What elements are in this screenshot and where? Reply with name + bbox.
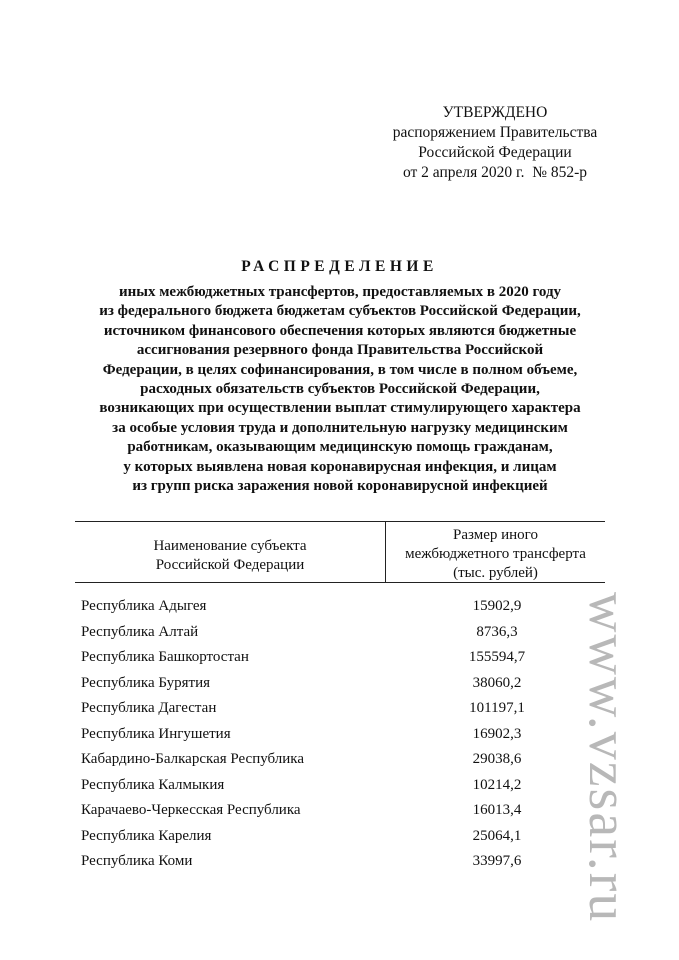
approval-heading: УТВЕРЖДЕНО [442, 104, 548, 121]
approval-line: Российской Федерации [418, 144, 572, 161]
subject-name: Республика Бурятия [81, 674, 211, 691]
site-watermark: www.vzsar.ru [577, 592, 639, 924]
subtitle-line: источником финансового обеспечения которых являются бюджетные [103, 322, 577, 339]
subtitle-line: ассигнования резервного фонда Правительства Российской [136, 342, 544, 359]
table-body [81, 598, 605, 879]
table-row [81, 777, 605, 803]
transfer-amount: 8736,3 [476, 623, 518, 640]
approval-block [360, 103, 630, 183]
subject-name: Кабардино-Балкарская Республика [81, 751, 305, 767]
transfer-amount: 16013,4 [472, 802, 522, 818]
transfer-amount: 15902,9 [472, 598, 522, 614]
subject-name: Республика Алтай [81, 623, 199, 640]
table-row [81, 598, 605, 624]
header-text: Наименование субъекта [153, 538, 307, 554]
subtitle-line: за особые условия труда и дополнительную нагрузку медицинским [112, 419, 568, 436]
document-subtitle [70, 283, 610, 496]
table-row [81, 700, 605, 726]
subject-name: Республика Адыгея [81, 598, 207, 614]
header-text: Размер иного [453, 527, 538, 543]
table-row [81, 726, 605, 752]
subtitle-line: Федерации, в целях софинансирования, в том числе в полном объеме, [102, 361, 578, 378]
subtitle-line: из федерального бюджета бюджетам субъектов Российской Федерации, [99, 303, 581, 320]
header-text: межбюджетного трансферта [405, 546, 586, 562]
approval-line: распоряжением Правительства [392, 124, 598, 141]
table-row [81, 828, 605, 854]
subject-name: Республика Дагестан [81, 700, 217, 716]
table-row [81, 624, 605, 650]
subtitle-line: возникающих при осуществлении выплат стимулирующего характера [99, 400, 581, 417]
table-row [81, 802, 605, 828]
subject-name: Республика Карелия [81, 827, 212, 844]
table-row [81, 649, 605, 675]
document-title: РАСПРЕДЕЛЕНИЕ [241, 258, 438, 275]
transfer-amount: 25064,1 [472, 827, 522, 844]
approval-date-number: от 2 апреля 2020 г. № 852-р [402, 164, 588, 181]
subtitle-line: у которых выявлена новая коронавирусная инфекция, и лицам [123, 458, 557, 475]
transfer-amount: 16902,3 [472, 725, 522, 742]
transfer-amount: 101197,1 [469, 700, 525, 716]
transfer-amount: 33997,6 [472, 853, 522, 869]
header-subject-name [75, 537, 385, 575]
subtitle-line: расходных обязательств субъектов Российской Федерации, [140, 381, 540, 398]
transfer-amount: 38060,2 [472, 674, 522, 691]
subtitle-line: иных межбюджетных трансфертов, предоставляемых в 2020 году [118, 284, 562, 300]
table-row [81, 675, 605, 701]
transfer-amount: 155594,7 [468, 649, 526, 665]
subject-name: Республика Ингушетия [81, 725, 231, 742]
header-text: Российской Федерации [155, 557, 305, 573]
header-transfer-amount [386, 526, 605, 583]
header-text: (тыс. рублей) [453, 565, 538, 581]
table-row [81, 853, 605, 879]
transfer-amount: 29038,6 [472, 751, 522, 767]
subtitle-line: из групп риска заражения новой коронавирусной инфекцией [132, 478, 548, 495]
subject-name: Республика Калмыкия [81, 776, 225, 793]
subject-name: Карачаево-Черкесская Республика [81, 802, 301, 818]
table-header [75, 521, 605, 583]
subject-name: Республика Коми [81, 853, 193, 869]
subtitle-line: работникам, оказывающим медицинскую помощь гражданам, [127, 439, 553, 456]
transfer-amount: 10214,2 [472, 776, 522, 793]
table-row [81, 751, 605, 777]
subject-name: Республика Башкортостан [81, 649, 249, 665]
